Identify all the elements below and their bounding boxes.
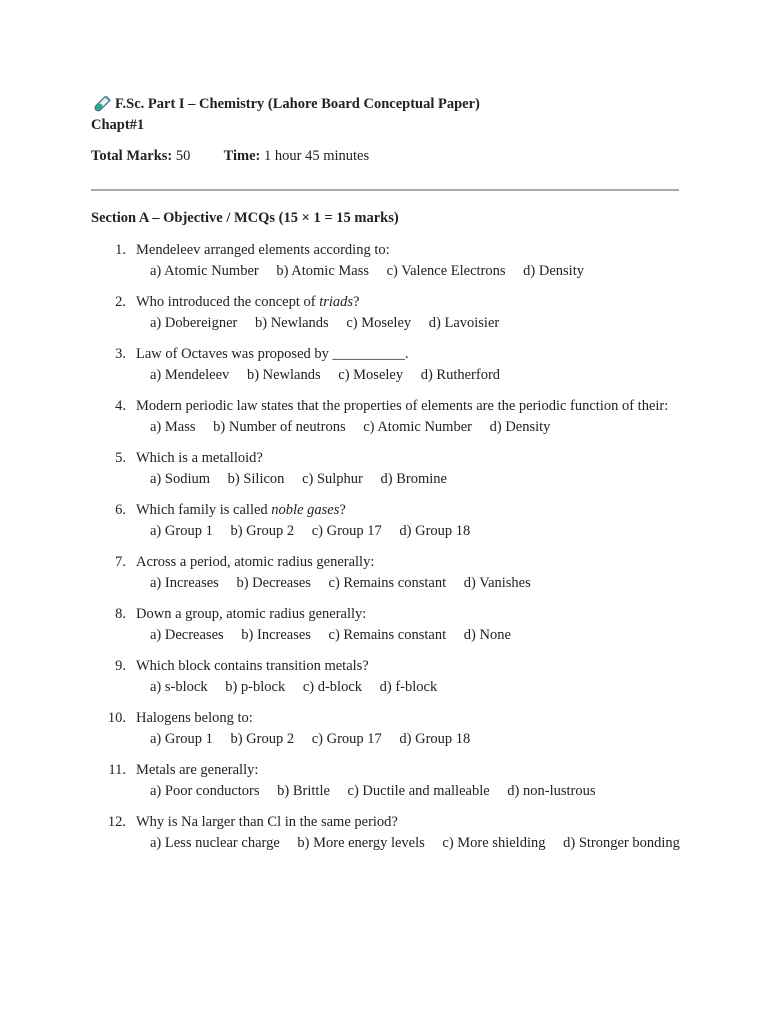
option-d: d) Lavoisier xyxy=(428,315,500,331)
option-a: a) Poor conductors xyxy=(150,783,260,799)
question-item xyxy=(91,760,681,802)
options-line xyxy=(136,365,681,386)
option-d: d) Density xyxy=(523,263,584,279)
question-number: 4. xyxy=(115,398,126,414)
option-b: b) Decreases xyxy=(236,575,311,591)
option-d: d) non-lustrous xyxy=(507,783,596,799)
divider xyxy=(91,189,679,191)
options-line xyxy=(136,677,681,698)
exam-paper xyxy=(91,94,681,864)
question-text-part: Which family is called xyxy=(136,502,272,518)
question-number: 7. xyxy=(115,554,126,570)
question-item xyxy=(91,448,681,490)
question-text: Down a group, atomic radius generally: xyxy=(136,606,367,622)
question-text xyxy=(136,500,681,521)
option-b: b) Silicon xyxy=(227,471,285,487)
question-text-part: ? xyxy=(353,294,360,310)
question-item xyxy=(91,240,681,282)
option-a: a) Dobereigner xyxy=(150,315,238,331)
option-c: c) d-block xyxy=(302,679,363,695)
option-c: c) More shielding xyxy=(442,835,546,851)
chapter-label: Chapt#1 xyxy=(91,117,145,133)
options-line xyxy=(136,521,681,542)
question-text: Which block contains transition metals? xyxy=(136,658,369,674)
option-d: d) Group 18 xyxy=(399,731,471,747)
options-line xyxy=(136,833,681,854)
option-a: a) s-block xyxy=(150,679,208,695)
option-a: a) Group 1 xyxy=(150,523,213,539)
question-text-italic: noble gases xyxy=(271,502,340,518)
option-d: d) None xyxy=(463,627,511,643)
test-tube-icon xyxy=(91,96,111,114)
question-text-part: ? xyxy=(339,502,346,518)
option-d: d) Stronger bonding xyxy=(563,835,680,851)
option-a: a) Group 1 xyxy=(150,731,213,747)
options-line xyxy=(136,313,681,334)
paper-title: F.Sc. Part I – Chemistry (Lahore Board Conceptual Paper) xyxy=(115,96,480,112)
question-number: 8. xyxy=(115,606,126,622)
option-d: d) Bromine xyxy=(380,471,447,487)
options-line xyxy=(136,261,681,282)
option-a: a) Mass xyxy=(150,419,196,435)
option-b: b) Newlands xyxy=(254,315,329,331)
question-number: 12. xyxy=(107,814,126,830)
question-number: 9. xyxy=(115,658,126,674)
paper-title-line xyxy=(91,94,681,115)
option-b: b) More energy levels xyxy=(297,835,425,851)
options-line xyxy=(136,625,681,646)
option-a: a) Decreases xyxy=(150,627,224,643)
question-text-italic: triads xyxy=(319,294,354,310)
question-item xyxy=(91,656,681,698)
question-item xyxy=(91,812,681,854)
question-text: Mendeleev arranged elements according to: xyxy=(136,242,390,258)
option-d: d) Rutherford xyxy=(420,367,501,383)
question-text-part: Who introduced the concept of xyxy=(136,294,320,310)
question-item xyxy=(91,292,681,334)
option-c: c) Valence Electrons xyxy=(386,263,506,279)
option-a: a) Less nuclear charge xyxy=(150,835,280,851)
option-a: a) Increases xyxy=(150,575,219,591)
question-number: 11. xyxy=(108,762,126,778)
question-text: Modern periodic law states that the properties of elements are the periodic function of their: xyxy=(136,398,669,414)
question-text: Halogens belong to: xyxy=(136,710,253,726)
option-c: c) Group 17 xyxy=(311,523,382,539)
question-text: Which is a metalloid? xyxy=(136,450,263,466)
option-a: a) Sodium xyxy=(150,471,211,487)
option-b: b) Number of neutrons xyxy=(213,419,346,435)
option-b: b) Atomic Mass xyxy=(276,263,369,279)
question-item xyxy=(91,344,681,386)
question-number: 2. xyxy=(115,294,126,310)
question-text xyxy=(136,292,681,313)
total-marks-value: 50 xyxy=(175,148,191,164)
question-number: 6. xyxy=(115,502,126,518)
marks-time-line xyxy=(91,146,681,167)
option-b: b) Group 2 xyxy=(230,731,295,747)
question-text: Why is Na larger than Cl in the same period? xyxy=(136,814,398,830)
question-number: 3. xyxy=(115,346,126,362)
question-item xyxy=(91,396,681,438)
options-line xyxy=(136,729,681,750)
option-d: d) Vanishes xyxy=(463,575,531,591)
option-b: b) Group 2 xyxy=(230,523,295,539)
question-item xyxy=(91,604,681,646)
question-text: Metals are generally: xyxy=(136,762,259,778)
option-b: b) p-block xyxy=(225,679,286,695)
option-d: d) Group 18 xyxy=(399,523,471,539)
option-b: b) Brittle xyxy=(277,783,330,799)
time-label: Time: xyxy=(223,148,261,164)
option-c: c) Group 17 xyxy=(311,731,382,747)
option-c: c) Moseley xyxy=(346,315,412,331)
question-item xyxy=(91,552,681,594)
question-number: 1. xyxy=(115,242,126,258)
options-line xyxy=(136,417,681,438)
option-b: b) Newlands xyxy=(246,367,321,383)
option-c: c) Remains constant xyxy=(328,575,447,591)
question-item xyxy=(91,708,681,750)
option-d: d) f-block xyxy=(379,679,438,695)
options-line xyxy=(136,469,681,490)
option-d: d) Density xyxy=(489,419,551,435)
question-text: Law of Octaves was proposed by __________. xyxy=(136,346,409,362)
option-a: a) Atomic Number xyxy=(150,263,259,279)
section-a-title: Section A – Objective / MCQs (15 × 1 = 15 marks) xyxy=(91,210,399,226)
question-list xyxy=(91,240,681,854)
question-number: 5. xyxy=(115,450,126,466)
question-text: Across a period, atomic radius generally: xyxy=(136,554,375,570)
option-c: c) Ductile and malleable xyxy=(347,783,490,799)
option-c: c) Atomic Number xyxy=(363,419,472,435)
question-number: 10. xyxy=(107,710,126,726)
option-c: c) Sulphur xyxy=(302,471,363,487)
total-marks-label: Total Marks: xyxy=(91,148,173,164)
option-c: c) Moseley xyxy=(338,367,404,383)
option-a: a) Mendeleev xyxy=(150,367,230,383)
option-c: c) Remains constant xyxy=(328,627,447,643)
question-item xyxy=(91,500,681,542)
time-value: 1 hour 45 minutes xyxy=(264,148,370,164)
options-line xyxy=(136,781,681,802)
options-line xyxy=(136,573,681,594)
option-b: b) Increases xyxy=(241,627,311,643)
